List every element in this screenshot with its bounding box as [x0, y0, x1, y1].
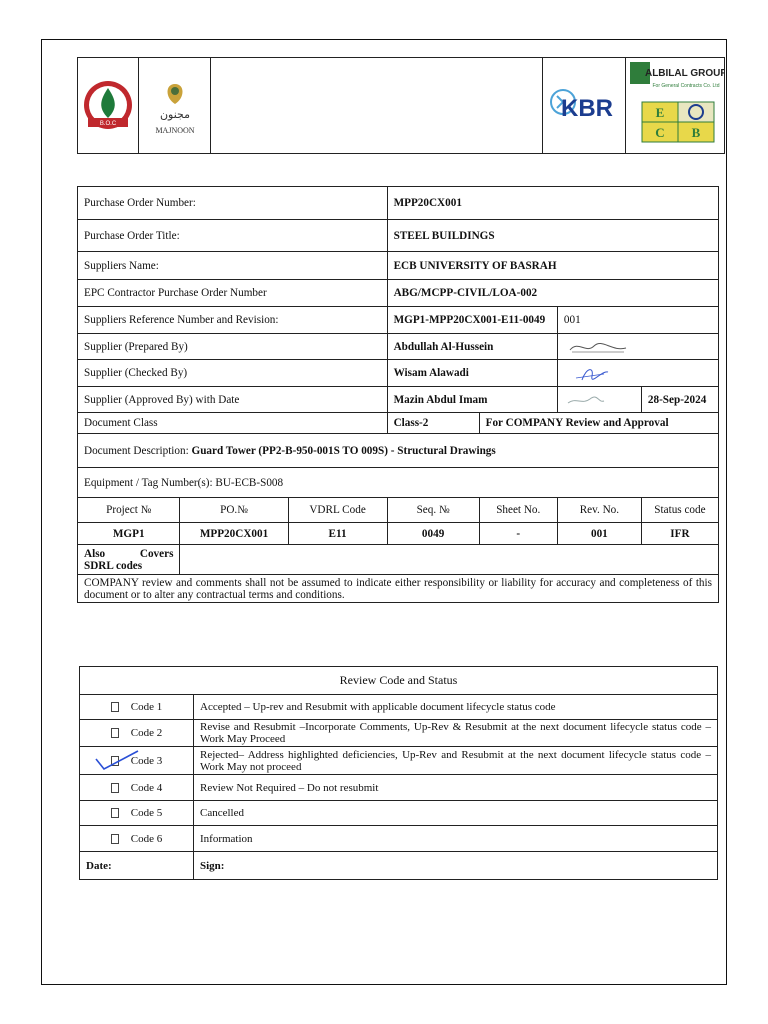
code-description: Revise and Resubmit –Incorporate Comments, Up-Rev & Resubmit at the next document lifecycle status code – Work May Proceed — [194, 720, 718, 747]
disclaimer-row — [78, 575, 719, 603]
value-vdrl: E11 — [288, 523, 387, 545]
po-value: MPP20CX001 — [387, 187, 718, 220]
signature-icon — [564, 391, 624, 409]
value-seq: 0049 — [387, 523, 479, 545]
review-code-row — [80, 695, 718, 720]
code-label: Code 3 — [130, 754, 163, 767]
approved-by-row — [78, 387, 719, 413]
review-title: Review Code and Status — [80, 667, 718, 695]
codes-value-row — [78, 523, 719, 545]
header-vdrl: VDRL Code — [288, 498, 387, 523]
signature-icon — [564, 338, 634, 356]
po-label: EPC Contractor Purchase Order Number — [78, 280, 388, 307]
po-value: STEEL BUILDINGS — [387, 220, 718, 252]
svg-text:B.O.C: B.O.C — [99, 121, 117, 127]
supplier-ref-label: Suppliers Reference Number and Revision: — [78, 307, 388, 334]
document-description-value: Guard Tower (PP2-B-950-001S TO 009S) - Structural Drawings — [191, 444, 496, 457]
majnoon-logo — [139, 58, 211, 153]
value-project: MGP1 — [78, 523, 180, 545]
po-label: Suppliers Name: — [78, 252, 388, 280]
header-rev: Rev. No. — [557, 498, 641, 523]
po-label: Purchase Order Number: — [78, 187, 388, 220]
header-logos — [77, 57, 725, 154]
code-description: Information — [194, 826, 718, 852]
prepared-by-signature — [557, 334, 718, 360]
po-value: ABG/MCPP-CIVIL/LOA-002 — [387, 280, 718, 307]
code-description: Review Not Required – Do not resubmit — [194, 775, 718, 801]
code-description: Rejected– Address highlighted deficiencies, Up-Rev and Resubmit at the next document lifecycle status code – Work May not proceed — [194, 747, 718, 775]
document-class-label: Document Class — [78, 413, 388, 434]
code-description: Accepted – Up-rev and Resubmit with applicable document lifecycle status code — [194, 695, 718, 720]
review-code-row — [80, 826, 718, 852]
svg-text:B: B — [691, 125, 701, 140]
header-project: Project № — [78, 498, 180, 523]
code-label: Code 1 — [130, 701, 163, 713]
code-label: Code 5 — [130, 807, 163, 819]
code-description: Cancelled — [194, 801, 718, 826]
codes-header-row — [78, 498, 719, 523]
checked-by-row — [78, 360, 719, 387]
approved-by-signature — [557, 387, 641, 413]
svg-text:ALBILAL GROUP: ALBILAL GROUP — [644, 68, 725, 79]
code-label: Code 6 — [130, 832, 163, 845]
tag-number: Equipment / Tag Number(s): BU-ECB-S008 — [78, 468, 719, 498]
disclaimer-text: COMPANY review and comments shall not be assumed to indicate either responsibility or liability for accuracy and completeness of this document or to alter any contractual terms and conditions. — [78, 575, 719, 603]
svg-text:For General Contracts Co. Ltd: For General Contracts Co. Ltd — [652, 83, 720, 89]
review-code-row — [80, 775, 718, 801]
supplier-ref-revision: 001 — [557, 307, 718, 334]
value-rev: 001 — [557, 523, 641, 545]
po-row — [78, 280, 719, 307]
review-title-row — [80, 667, 718, 695]
value-sheet: - — [479, 523, 557, 545]
svg-text:MAJNOON: MAJNOON — [155, 126, 195, 135]
albilal-logo-cell — [625, 58, 724, 153]
signature-icon — [564, 362, 634, 384]
document-description — [78, 434, 719, 468]
po-label: Purchase Order Title: — [78, 220, 388, 252]
header-po: PO.№ — [180, 498, 288, 523]
supplier-ref-value: MGP1-MPP20CX001-E11-0049 — [387, 307, 557, 334]
majnoon-logo-cell — [139, 58, 211, 153]
code-label: Code 4 — [130, 781, 163, 794]
approved-by-label: Supplier (Approved By) with Date — [78, 387, 388, 413]
review-code-row — [80, 720, 718, 747]
kbr-logo — [543, 58, 625, 153]
code-label: Code 2 — [130, 727, 163, 739]
document-description-label: Document Description: — [84, 444, 189, 457]
also-covers-value — [180, 545, 719, 575]
svg-text:E: E — [655, 105, 665, 120]
value-status: IFR — [641, 523, 718, 545]
value-po: MPP20CX001 — [180, 523, 288, 545]
document-description-row — [78, 434, 719, 468]
prepared-by-row — [78, 334, 719, 360]
date-sign-row — [80, 852, 718, 880]
review-code-row — [80, 801, 718, 826]
supplier-ref-row — [78, 307, 719, 334]
review-code-row — [80, 747, 718, 775]
tag-number-row — [78, 468, 719, 498]
code-6-checkbox[interactable] — [111, 834, 119, 844]
also-covers-label: Also Covers SDRL codes — [78, 545, 180, 575]
approved-date: 28-Sep-2024 — [641, 387, 718, 413]
review-code-table — [79, 666, 718, 880]
header-seq: Seq. № — [387, 498, 479, 523]
approved-by-value: Mazin Abdul Imam — [387, 387, 557, 413]
code-cell — [80, 720, 194, 747]
svg-text:مجنون: مجنون — [159, 108, 191, 121]
purchase-order-table — [77, 186, 719, 603]
code-cell — [80, 826, 194, 852]
po-row — [78, 187, 719, 220]
check-mark-icon — [94, 749, 144, 773]
svg-text:KBR: KBR — [561, 95, 613, 122]
checked-by-value: Wisam Alawadi — [387, 360, 557, 387]
code-1-checkbox[interactable] — [111, 702, 119, 712]
header-sheet: Sheet No. — [479, 498, 557, 523]
document-class-value: Class-2 — [387, 413, 479, 434]
document-class-note: For COMPANY Review and Approval — [479, 413, 718, 434]
boc-logo-cell — [78, 58, 139, 153]
also-covers-row — [78, 545, 719, 575]
prepared-by-value: Abdullah Al-Hussein — [387, 334, 557, 360]
code-4-checkbox[interactable] — [111, 783, 119, 793]
checked-by-signature — [557, 360, 718, 387]
prepared-by-label: Supplier (Prepared By) — [78, 334, 388, 360]
sign-label: Sign: — [194, 852, 718, 880]
po-value: ECB UNIVERSITY OF BASRAH — [387, 252, 718, 280]
document-class-row — [78, 413, 719, 434]
po-row — [78, 252, 719, 280]
code-cell — [80, 695, 194, 720]
po-row — [78, 220, 719, 252]
code-cell — [80, 801, 194, 826]
boc-logo — [78, 58, 138, 153]
svg-text:C: C — [655, 125, 665, 140]
header-status: Status code — [641, 498, 718, 523]
date-label: Date: — [80, 852, 194, 880]
checked-by-label: Supplier (Checked By) — [78, 360, 388, 387]
kbr-logo-cell — [542, 58, 625, 153]
code-cell — [80, 775, 194, 801]
code-5-checkbox[interactable] — [111, 808, 119, 818]
albilal-logo — [626, 58, 725, 153]
code-cell — [80, 747, 194, 775]
code-2-checkbox[interactable] — [111, 728, 119, 738]
